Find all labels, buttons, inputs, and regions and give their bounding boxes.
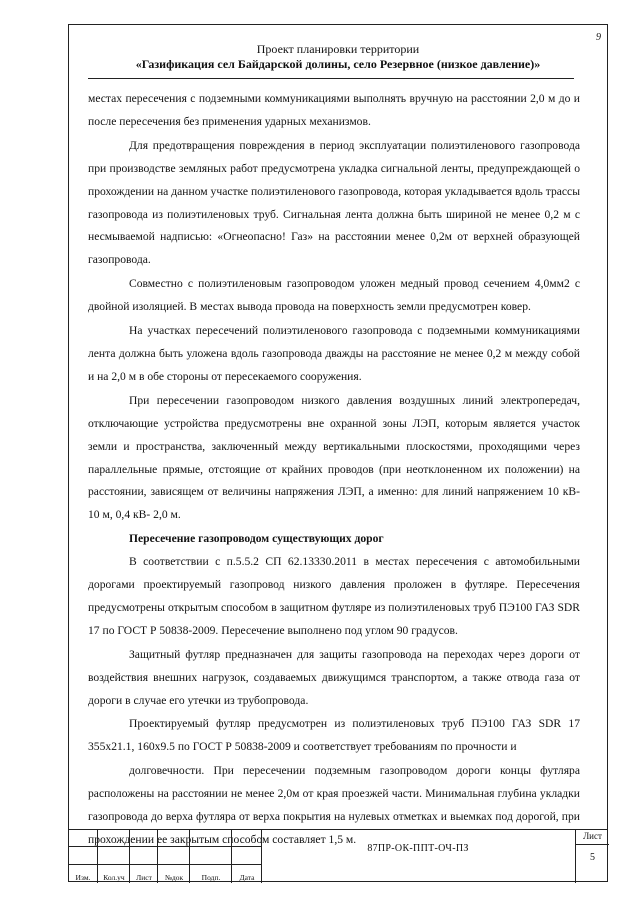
paragraph: Проектируемый футляр предусмотрен из полиэтиленовых труб ПЭ100 ГАЗ SDR 17 355х21.1, 160х9.5 по ГОСТ Р 50838-2009 и соответствует требованиям по прочности и bbox=[88, 717, 580, 754]
sheet-box bbox=[575, 830, 608, 883]
grid-cell bbox=[98, 847, 130, 865]
grid-cell bbox=[190, 830, 232, 847]
grid-cell bbox=[130, 847, 158, 865]
grid-cell bbox=[158, 865, 190, 883]
paragraph: Для предотвращения повреждения в период эксплуатации полиэтиленового газопровода при производстве земляных работ предусмотрена укладка сигнальной ленты, предупреждающей о прохождении на данном участке полиэтиленового газопровода, которая укладывается вдоль трассы газопровода из полиэтиленовых труб. Сигнальная лента должна быть шириной не менее 0,2 м с несмываемой надписью: «Огнеопасно! Газ» на расстоянии менее 0,2м от верхней образующей газопровода. bbox=[88, 138, 580, 267]
label-kol-uch: Кол.уч bbox=[103, 873, 125, 882]
paragraph: В соответствии с п.5.5.2 СП 62.13330.2011 в местах пересечения с автомобильными дорогами проектируемый газопровод низкого давления проложен в футляре. Пересечения предусмотрены открытым способом в защитном футляре из полиэтиленовых труб ПЭ100 ГАЗ SDR 17 по ГОСТ Р 50838-2009. Пересечение выполнено под углом 90 градусов. bbox=[88, 555, 580, 637]
grid-cell bbox=[232, 865, 262, 883]
grid-cell bbox=[190, 847, 232, 865]
grid-cell bbox=[68, 830, 98, 847]
grid-cell bbox=[98, 865, 130, 883]
document-body bbox=[88, 88, 580, 852]
sheet-label: Лист bbox=[576, 831, 609, 845]
header-title: Проект планировки территории bbox=[256, 42, 420, 56]
paragraph: Защитный футляр предназначен для защиты газопровода на переходах через дороги от воздействия внешних нагрузок, создаваемых движущимся транспортом, а также отвода газа от дороги в случае его утечки из трубопровода. bbox=[88, 647, 580, 707]
grid-cell bbox=[130, 830, 158, 847]
header-divider bbox=[88, 78, 574, 79]
paragraph: Совместно с полиэтиленовым газопроводом уложен медный провод сечением 4,0мм2 с двойной изоляцией. В местах вывода провода на поверхность земли предусмотрен ковер. bbox=[88, 277, 580, 314]
sheet-number: 5 bbox=[590, 852, 595, 863]
grid-cell bbox=[158, 847, 190, 865]
paragraph: На участках пересечений полиэтиленового газопровода с подземными коммуникациями лента должна быть уложена вдоль газопровода дважды на расстояние не менее 0,2 м между собой и на 2,0 м в обе стороны от пересекаемого сооружения. bbox=[88, 324, 580, 383]
document-header bbox=[88, 42, 588, 72]
label-izm: Изм. bbox=[75, 873, 91, 882]
grid-cell bbox=[130, 865, 158, 883]
grid-cell bbox=[68, 847, 98, 865]
grid-cell bbox=[68, 865, 98, 883]
paragraph: долговечности. При пересечении подземным газопроводом дороги концы футляра расположены на расстоянии не менее 2,0м от края проезжей части. Минимальная глубина укладки газопровода до верха футляра от верха покрытия на нулевых отметках и выемках под дорогой, при прохождении ее закрытым способом составляет 1,5 м. bbox=[88, 764, 580, 846]
title-block bbox=[68, 829, 608, 882]
header-subtitle: «Газификация сел Байдарской долины, село Резервное (низкое давление)» bbox=[135, 57, 541, 71]
grid-cell bbox=[98, 830, 130, 847]
section-heading: Пересечение газопроводом существующих дорог bbox=[129, 532, 384, 546]
label-list: Лист bbox=[136, 873, 152, 882]
label-podp: Подп. bbox=[201, 873, 221, 882]
document-code: 87ПР-ОК-ППТ-ОЧ-ПЗ bbox=[367, 843, 469, 854]
grid-cell bbox=[158, 830, 190, 847]
page-number: 9 bbox=[596, 32, 601, 43]
paragraph: местах пересечения с подземными коммуникациями выполнять вручную на расстоянии 2,0 м до и после пересечения без применения ударных механизмов. bbox=[88, 92, 580, 128]
paragraph: При пересечении газопроводом низкого давления воздушных линий электропередач, отключающие устройства предусмотрены вне охранной зоны ЛЭП, которым является участок земли и пространства, заключенный между вертикальными плоскостями, проходящими через параллельные прямые, отстоящие от крайних проводов (при неотклоненном их положении) на расстоянии, зависящем от величины напряжения ЛЭП, а именно: для линий напряжением 10 кВ- 10 м, 0,4 кВ- 2,0 м. bbox=[88, 393, 580, 522]
label-ndok: №док bbox=[164, 873, 184, 882]
grid-cell bbox=[190, 865, 232, 883]
label-data: Дата bbox=[239, 873, 255, 882]
